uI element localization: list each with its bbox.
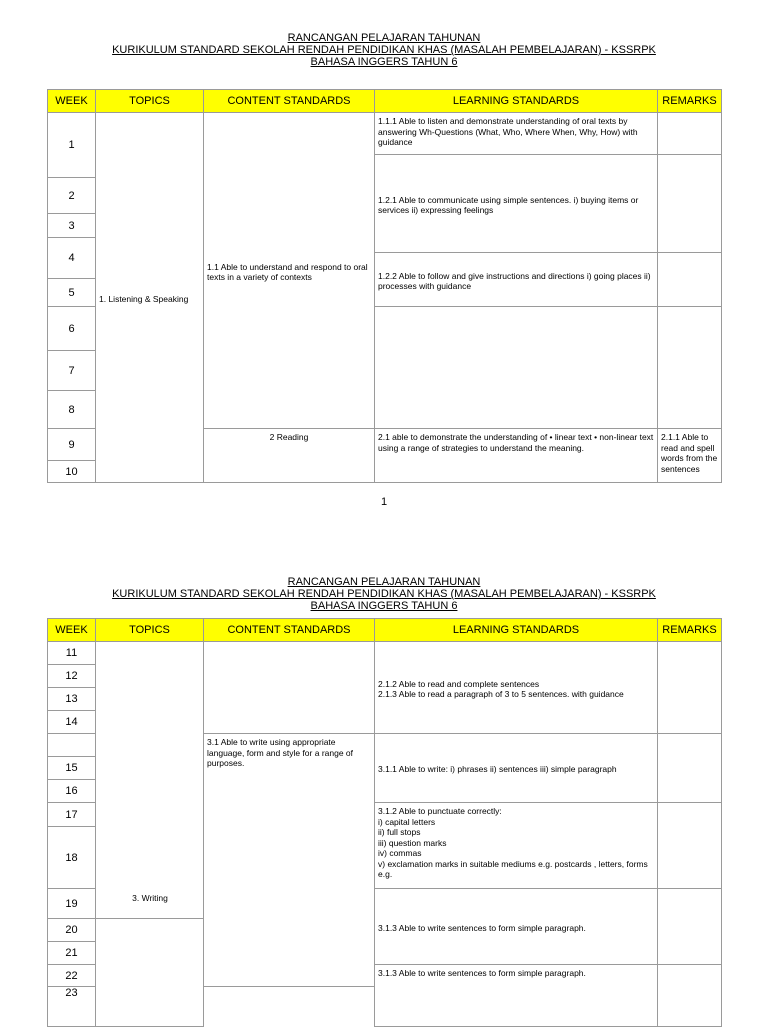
col-topics: TOPICS: [96, 619, 204, 642]
week-cell: 14: [48, 711, 96, 734]
week-cell: 6: [48, 307, 96, 351]
lesson-plan-table-1: [47, 89, 722, 483]
week-cell: 9: [48, 429, 96, 461]
remarks-cell: [658, 307, 722, 429]
learning-standard-1-1-1: 1.1.1 Able to listen and demonstrate understanding of oral texts by answering Wh-Questions (What, Who, Where When, Why, How) with guidance: [375, 113, 658, 155]
week-cell: 8: [48, 391, 96, 429]
header-curriculum: KURIKULUM STANDARD SEKOLAH RENDAH PENDIDIKAN KHAS (MASALAH PEMBELAJARAN) - KSSRPK: [112, 44, 656, 56]
week-cell: 18: [48, 827, 96, 889]
page-number: 1: [380, 496, 388, 508]
week-cell: 21: [48, 942, 96, 965]
learning-standard-empty: [375, 307, 658, 429]
document-header-2: [0, 576, 768, 612]
remarks-cell: [658, 734, 722, 803]
week-cell: 16: [48, 780, 96, 803]
remarks-cell: [658, 803, 722, 889]
col-week: WEEK: [48, 619, 96, 642]
content-standard-1-1: 1.1 Able to understand and respond to oral texts in a variety of contexts: [204, 113, 375, 429]
week-cell: 15: [48, 757, 96, 780]
content-standard-2-1: 2.1 able to demonstrate the understanding of • linear text • non-linear text using a range of strategies to understand the meaning.: [375, 429, 658, 483]
topic-reading: 2 Reading: [204, 429, 375, 483]
col-remarks: REMARKS: [658, 619, 722, 642]
topic-writing-label: 3. Writing: [132, 893, 168, 903]
remarks-cell: [658, 642, 722, 734]
week-cell: 11: [48, 642, 96, 665]
header-curriculum: KURIKULUM STANDARD SEKOLAH RENDAH PENDIDIKAN KHAS (MASALAH PEMBELAJARAN) - KSSRPK: [112, 588, 656, 600]
week-cell: 4: [48, 238, 96, 279]
week-cell: 22: [48, 965, 96, 987]
week-cell: [48, 734, 96, 757]
table-row: [48, 113, 722, 155]
week-cell: 19: [48, 889, 96, 919]
col-learning-standards: LEARNING STANDARDS: [375, 90, 658, 113]
learning-standard-3-1-3: 3.1.3 Able to write sentences to form simple paragraph.: [375, 889, 658, 965]
week-cell: 20: [48, 919, 96, 942]
col-week: WEEK: [48, 90, 96, 113]
col-content-standards: CONTENT STANDARDS: [204, 90, 375, 113]
col-topics: TOPICS: [96, 90, 204, 113]
week-cell: 7: [48, 351, 96, 391]
remarks-cell: [658, 155, 722, 253]
week-cell: 1: [48, 113, 96, 178]
week-cell: 10: [48, 461, 96, 483]
learning-standard-3-1-3-b: 3.1.3 Able to write sentences to form simple paragraph.: [375, 965, 658, 1027]
week-cell: 17: [48, 803, 96, 827]
learning-standard-3-1-1: 3.1.1 Able to write: i) phrases ii) sentences iii) simple paragraph: [375, 734, 658, 803]
content-empty: [204, 642, 375, 734]
col-remarks: REMARKS: [658, 90, 722, 113]
document-header-1: [0, 32, 768, 68]
learning-standard-1-2-1: 1.2.1 Able to communicate using simple sentences. i) buying items or services ii) expressing feelings: [375, 155, 658, 253]
header-subject: BAHASA INGGERS TAHUN 6: [310, 600, 458, 612]
learning-standard-1-2-2: 1.2.2 Able to follow and give instructions and directions i) going places ii) processes with guidance: [375, 253, 658, 307]
content-standard-3-1: 3.1 Able to write using appropriate language, form and style for a range of purposes.: [204, 734, 375, 987]
topic-listening-speaking: 1. Listening & Speaking: [96, 113, 204, 483]
remarks-cell: [658, 113, 722, 155]
remarks-cell: [658, 965, 722, 1027]
week-cell: 5: [48, 279, 96, 307]
week-cell: 2: [48, 178, 96, 214]
learning-standard-3-1-2: 3.1.2 Able to punctuate correctly: i) capital letters ii) full stops iii) question marks iv) commas v) exclamation marks in suitable mediums e.g. postcards , letters, forms e.g.: [375, 803, 658, 889]
col-content-standards: CONTENT STANDARDS: [204, 619, 375, 642]
header-title: RANCANGAN PELAJARAN TAHUNAN: [287, 576, 481, 588]
header-subject: BAHASA INGGERS TAHUN 6: [310, 56, 458, 68]
week-cell: 3: [48, 214, 96, 238]
table-row: [48, 642, 722, 665]
learning-standard-2-1-1: 2.1.1 Able to read and spell words from the sentences: [658, 429, 722, 483]
remarks-cell: [658, 253, 722, 307]
week-cell: 12: [48, 665, 96, 688]
header-title: RANCANGAN PELAJARAN TAHUNAN: [287, 32, 481, 44]
col-learning-standards: LEARNING STANDARDS: [375, 619, 658, 642]
week-cell: 23: [48, 987, 96, 1027]
week-cell: 13: [48, 688, 96, 711]
topic-empty: [96, 642, 204, 919]
lesson-plan-table-2: [47, 618, 722, 1027]
remarks-cell: [658, 889, 722, 965]
learning-standard-2-1-2: 2.1.2 Able to read and complete sentences 2.1.3 Able to read a paragraph of 3 to 5 sentences. with guidance: [375, 642, 658, 734]
topic-writing: [96, 919, 204, 1027]
